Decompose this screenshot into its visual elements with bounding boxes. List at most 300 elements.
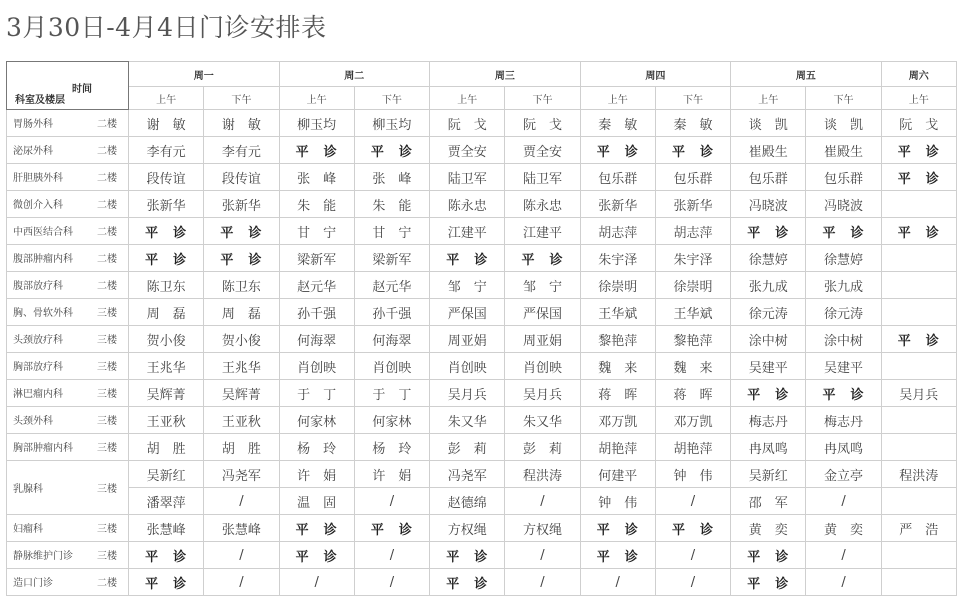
doctor-name: 黎艳萍 [598,333,638,349]
doctor-name: 王兆华 [146,360,186,376]
schedule-cell [204,461,279,488]
doctor-name: 周 磊 [146,306,186,322]
table-row [7,191,957,218]
doctor-name: 何建平 [598,468,638,484]
schedule-cell [129,110,204,137]
schedule-cell [731,110,806,137]
schedule-cell [731,380,806,407]
schedule-cell [354,542,429,569]
doctor-name: 张九成 [824,279,864,295]
corner-time-label: 时间 [72,84,92,95]
department-name: 头颈外科 [13,416,53,427]
doctor-name: 平 诊 [897,171,940,187]
doctor-name: 胡 胜 [146,441,186,457]
department-name: 妇瘤科 [13,524,43,535]
schedule-cell [204,218,279,245]
doctor-name: 平 诊 [220,225,263,241]
doctor-name: 孙千强 [372,306,412,322]
doctor-name: 孙千强 [297,306,337,322]
schedule-cell [731,542,806,569]
department-floor: 三楼 [97,416,117,427]
doctor-name: 阮 戈 [899,117,939,133]
table-row [7,461,957,488]
schedule-cell [430,110,505,137]
schedule-cell [129,380,204,407]
doctor-name: 徐元涛 [748,306,788,322]
schedule-cell [279,461,354,488]
doctor-name: 朱 能 [297,198,337,214]
doctor-name: / [690,574,696,590]
doctor-name: 杨 玲 [372,441,412,457]
day-header-tue: 周二 [279,62,430,87]
doctor-name: 平 诊 [446,549,489,565]
doctor-name: 蒋 晖 [673,387,713,403]
department-name: 肝胆胰外科 [13,173,63,184]
doctor-name: 何海翠 [372,333,412,349]
doctor-name: 肖创映 [372,360,412,376]
schedule-cell [806,137,881,164]
table-row [7,218,957,245]
department-floor: 三楼 [97,524,117,535]
table-row [7,164,957,191]
schedule-cell [580,542,655,569]
department-name: 胸部放疗科 [13,362,63,373]
department-floor: 二楼 [97,173,117,184]
schedule-cell [806,299,881,326]
schedule-cell [204,488,279,515]
doctor-name: 吴建平 [748,360,788,376]
schedule-cell [129,407,204,434]
schedule-cell [279,191,354,218]
schedule-cell [580,299,655,326]
schedule-cell [881,407,956,434]
schedule-cell [279,326,354,353]
schedule-cell [430,434,505,461]
doctor-name: 梅志丹 [748,414,788,430]
table-row [7,407,957,434]
doctor-name: / [314,574,319,590]
doctor-name: 胡 胜 [221,441,261,457]
doctor-name: 吴新红 [748,468,788,484]
schedule-cell [655,137,730,164]
schedule-cell [806,326,881,353]
schedule-cell [655,164,730,191]
day-header-thu: 周四 [580,62,731,87]
doctor-name: 崔殿生 [824,144,864,160]
doctor-name: 胡艳萍 [598,441,638,457]
schedule-cell [580,353,655,380]
doctor-name: 潘翠萍 [146,495,186,511]
schedule-cell [354,380,429,407]
schedule-cell [129,326,204,353]
schedule-cell [580,272,655,299]
department-name: 中西医结合科 [13,227,73,238]
doctor-name: 平 诊 [145,252,188,268]
doctor-name: 胡志萍 [598,225,638,241]
schedule-cell [505,218,580,245]
doctor-name: 赵德绵 [447,495,487,511]
page-title: 3月30日-4月4日门诊安排表 [6,13,327,42]
doctor-name: 平 诊 [822,225,865,241]
schedule-cell [505,353,580,380]
doctor-name: 涂中树 [824,333,864,349]
schedule-cell [204,326,279,353]
doctor-name: 钟 伟 [598,495,638,511]
schedule-cell [279,110,354,137]
doctor-name: 江建平 [522,225,562,241]
schedule-cell [430,272,505,299]
department-name: 乳腺科 [13,483,43,495]
schedule-cell [505,272,580,299]
schedule-cell [806,461,881,488]
schedule-cell [580,380,655,407]
schedule-cell [505,542,580,569]
schedule-cell [881,434,956,461]
schedule-cell [731,515,806,542]
schedule-cell [354,164,429,191]
doctor-name: 徐慧婷 [748,252,788,268]
doctor-name: / [389,547,395,563]
doctor-name: 魏 来 [673,360,713,376]
doctor-name: 程洪涛 [899,468,939,484]
schedule-cell [731,299,806,326]
doctor-name: 阮 戈 [522,117,562,133]
table-row [7,137,957,164]
schedule-cell [806,110,881,137]
schedule-cell [505,164,580,191]
doctor-name: 张慧峰 [221,522,261,538]
doctor-name: 彭 莉 [447,441,487,457]
schedule-cell [806,353,881,380]
schedule-cell [580,434,655,461]
schedule-cell [881,326,956,353]
doctor-name: / [690,493,696,509]
doctor-name: 王亚秋 [146,414,186,430]
department-name: 微创介入科 [13,200,63,211]
department-name: 腹部肿瘤内科 [13,254,73,265]
doctor-name: 邹 宁 [522,279,562,295]
schedule-cell [731,488,806,515]
schedule-cell [881,137,956,164]
doctor-name: 包乐群 [598,171,638,187]
schedule-cell [354,569,429,596]
schedule-cell [129,569,204,596]
department-cell [7,407,129,434]
department-name: 胃肠外科 [13,119,53,130]
doctor-name: / [690,547,696,563]
doctor-name: 张 峰 [297,171,337,187]
shift-header-am: 上午 [279,87,354,110]
doctor-name: 于 丁 [297,387,337,403]
doctor-name: 方权绳 [522,522,562,538]
doctor-name: 平 诊 [596,549,639,565]
schedule-cell [580,245,655,272]
department-floor: 三楼 [97,335,117,346]
schedule-cell [881,218,956,245]
schedule-cell [204,569,279,596]
schedule-cell [354,326,429,353]
doctor-name: 张新华 [598,198,638,214]
doctor-name: 平 诊 [446,576,489,592]
department-name: 胸部肿瘤内科 [13,443,73,454]
shift-header-pm: 下午 [204,87,279,110]
doctor-name: 贾全安 [447,144,487,160]
schedule-cell [354,434,429,461]
schedule-cell [430,542,505,569]
doctor-name: 陈卫东 [146,279,186,295]
doctor-name: 吴新红 [146,468,186,484]
doctor-name: 肖创映 [522,360,562,376]
schedule-cell [881,380,956,407]
doctor-name: 魏 来 [598,360,638,376]
schedule-cell [655,191,730,218]
schedule-cell [204,137,279,164]
schedule-cell [806,407,881,434]
schedule-cell [881,488,956,515]
doctor-name: 平 诊 [671,522,714,538]
doctor-name: / [540,493,545,509]
doctor-name: 邵 军 [748,495,788,511]
schedule-cell [881,461,956,488]
doctor-name: 秦 敏 [598,117,638,133]
department-floor: 三楼 [97,551,117,562]
department-cell [7,434,129,461]
day-header-wed: 周三 [430,62,581,87]
doctor-name: / [615,574,620,590]
schedule-cell [580,191,655,218]
day-header-mon: 周一 [129,62,280,87]
schedule-cell [655,353,730,380]
schedule-cell [505,326,580,353]
schedule-cell [881,515,956,542]
schedule-cell [731,245,806,272]
doctor-name: 江建平 [447,225,487,241]
schedule-cell [655,218,730,245]
doctor-name: / [239,493,244,509]
department-name: 泌尿外科 [13,146,53,157]
doctor-name: 胡志萍 [673,225,713,241]
table-row [7,515,957,542]
schedule-cell [505,245,580,272]
schedule-cell [731,353,806,380]
department-cell [7,245,129,272]
doctor-name: 胡艳萍 [673,441,713,457]
doctor-name: 谈 凯 [824,117,864,133]
department-cell [7,272,129,299]
schedule-cell [731,137,806,164]
doctor-name: 冉凤鸣 [824,441,864,457]
schedule-cell [731,218,806,245]
schedule-cell [430,461,505,488]
doctor-name: 金立亭 [824,468,864,484]
doctor-name: 李有元 [221,144,261,160]
schedule-cell [580,110,655,137]
schedule-cell [505,569,580,596]
schedule-cell [655,434,730,461]
schedule-cell [430,488,505,515]
doctor-name: 朱宇泽 [673,252,713,268]
schedule-cell [279,272,354,299]
doctor-name: 赵元华 [372,279,412,295]
doctor-name: 柳玉均 [297,117,337,133]
doctor-name: 徐崇明 [673,279,713,295]
department-cell [7,569,129,596]
doctor-name: 段传谊 [221,171,261,187]
doctor-name: 平 诊 [220,252,263,268]
schedule-cell [655,380,730,407]
table-row [7,434,957,461]
schedule-cell [430,218,505,245]
doctor-name: 平 诊 [747,576,790,592]
department-floor: 二楼 [97,119,117,130]
schedule-cell [806,488,881,515]
schedule-cell [655,515,730,542]
schedule-cell [580,407,655,434]
schedule-cell [430,353,505,380]
schedule-cell [279,218,354,245]
doctor-name: 赵元华 [297,279,337,295]
doctor-name: 冯尧军 [447,468,487,484]
schedule-cell [354,110,429,137]
doctor-name: / [239,574,244,590]
doctor-name: 谢 敏 [221,117,261,133]
doctor-name: 平 诊 [446,252,489,268]
doctor-name: 吴月兵 [447,387,487,403]
doctor-name: 李有元 [146,144,186,160]
doctor-name: / [540,547,545,563]
doctor-name: 阮 戈 [447,117,487,133]
schedule-cell [204,245,279,272]
schedule-cell [505,407,580,434]
doctor-name: 张慧峰 [146,522,186,538]
schedule-cell [204,353,279,380]
doctor-name: 梁新军 [372,252,412,268]
department-floor: 二楼 [97,281,117,292]
doctor-name: 许 娟 [297,468,337,484]
doctor-name: 陈永忠 [447,198,487,214]
schedule-cell [806,245,881,272]
doctor-name: 平 诊 [747,549,790,565]
schedule-cell [881,272,956,299]
schedule-cell [279,515,354,542]
shift-header-pm: 下午 [655,87,730,110]
department-cell [7,110,129,137]
schedule-cell [655,407,730,434]
doctor-name: 许 娟 [372,468,412,484]
schedule-cell [430,164,505,191]
table-row [7,272,957,299]
doctor-name: / [239,547,244,563]
doctor-name: 平 诊 [295,522,338,538]
doctor-name: 平 诊 [596,522,639,538]
department-floor: 二楼 [97,254,117,265]
schedule-cell [806,542,881,569]
schedule-cell [580,137,655,164]
schedule-cell [430,137,505,164]
doctor-name: 平 诊 [295,144,338,160]
schedule-cell [881,164,956,191]
doctor-name: 朱又华 [447,414,487,430]
schedule-cell [430,326,505,353]
schedule-cell [580,164,655,191]
schedule-cell [580,218,655,245]
department-cell [7,542,129,569]
schedule-cell [655,488,730,515]
schedule-cell [354,218,429,245]
department-name: 造口门诊 [13,578,53,589]
schedule-cell [430,380,505,407]
schedule-cell [731,434,806,461]
doctor-name: 梁新军 [297,252,337,268]
department-cell [7,380,129,407]
schedule-cell [354,488,429,515]
schedule-cell [655,299,730,326]
shift-header-am: 上午 [731,87,806,110]
department-floor: 三楼 [97,483,117,495]
doctor-name: / [841,574,846,590]
doctor-name: 何家林 [297,414,337,430]
doctor-name: 严保国 [522,306,562,322]
schedule-cell [354,515,429,542]
schedule-cell [129,299,204,326]
doctor-name: 陈永忠 [522,198,562,214]
table-row [7,569,957,596]
department-name: 静脉维护门诊 [13,551,73,562]
doctor-name: 包乐群 [673,171,713,187]
schedule-cell [655,461,730,488]
schedule-cell [430,299,505,326]
schedule-cell [279,407,354,434]
schedule-cell [279,380,354,407]
schedule-cell [354,461,429,488]
department-cell [7,137,129,164]
department-cell [7,164,129,191]
doctor-name: 吴辉菁 [221,387,261,403]
table-row [7,245,957,272]
department-floor: 二楼 [97,578,117,589]
schedule-cell [279,434,354,461]
day-header-sat: 周六 [881,62,956,87]
schedule-cell [881,245,956,272]
doctor-name: 吴辉菁 [146,387,186,403]
shift-header-am: 上午 [881,87,956,110]
doctor-name: 周 磊 [221,306,261,322]
schedule-cell [129,461,204,488]
schedule-cell [655,110,730,137]
schedule-cell [129,434,204,461]
doctor-name: 王兆华 [221,360,261,376]
schedule-cell [204,191,279,218]
schedule-cell [204,380,279,407]
schedule-cell [279,299,354,326]
schedule-cell [204,164,279,191]
department-name: 腹部放疗科 [13,281,63,292]
department-floor: 三楼 [97,389,117,400]
shift-header-pm: 下午 [505,87,580,110]
doctor-name: 徐崇明 [598,279,638,295]
schedule-cell [806,434,881,461]
doctor-name: 周亚娟 [522,333,562,349]
schedule-cell [279,245,354,272]
schedule-cell [806,569,881,596]
doctor-name: 张新华 [673,198,713,214]
doctor-name: 黄 奕 [748,522,788,538]
schedule-cell [354,245,429,272]
department-name: 淋巴瘤内科 [13,389,63,400]
schedule-cell [204,542,279,569]
schedule-cell [655,272,730,299]
doctor-name: 黎艳萍 [673,333,713,349]
